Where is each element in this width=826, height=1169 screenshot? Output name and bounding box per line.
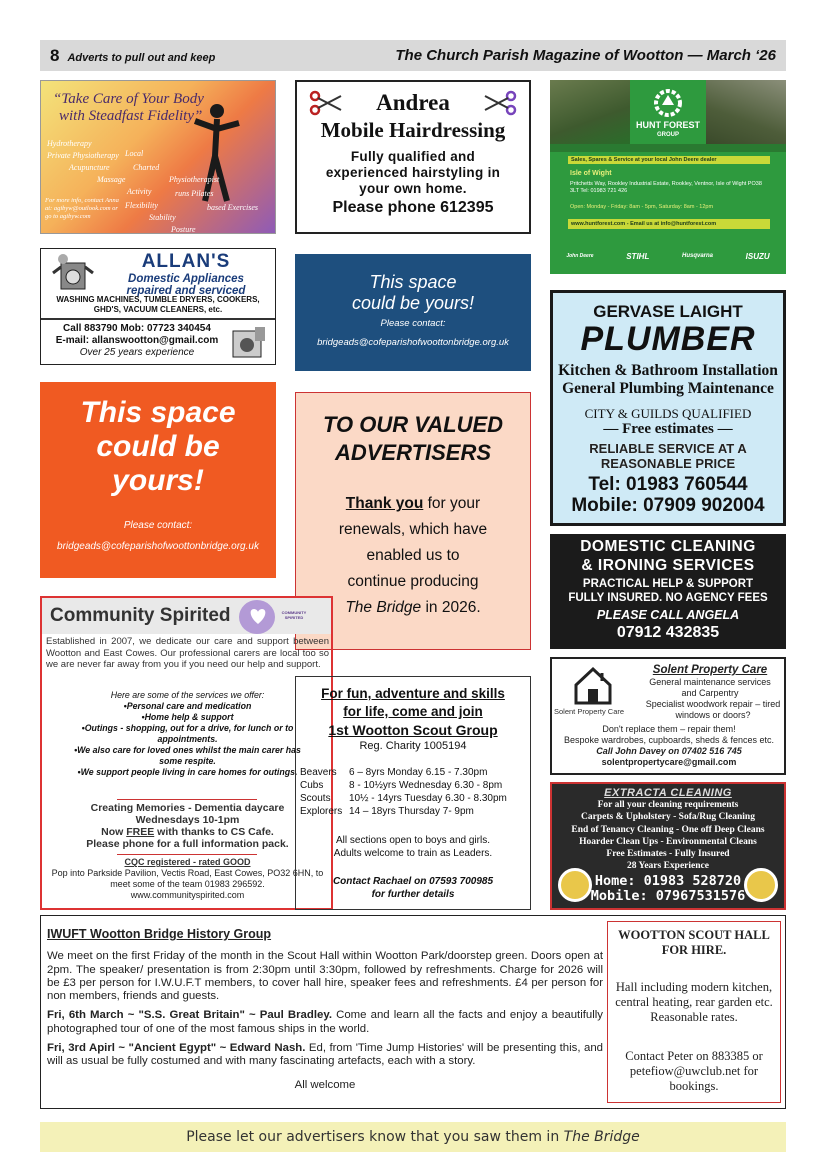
- scout-hall-ad: WOOTTON SCOUT HALL FOR HIRE. Hall including modern kitchen, central heating, rear garden etc. Reasonable rates. Contact Peter on 883385 or petefiow@uwclub.net for bookings.: [607, 921, 781, 1103]
- hunt-logos: John Deere STIHL Husqvarna ISUZU: [566, 251, 770, 261]
- washing-machine-icon: [51, 253, 95, 293]
- space-orange-email[interactable]: bridgeads@cofeparishofwoottonbridge.org.uk: [57, 541, 259, 552]
- schedule-group: Beavers: [300, 767, 337, 778]
- plumber-title: PLUMBER: [580, 320, 756, 358]
- house-tools-icon: [572, 665, 614, 705]
- solent-title: Solent Property Care: [652, 664, 768, 676]
- page-footer: Please let our advertisers know that you saw them in The Bridge: [40, 1122, 786, 1152]
- heart-hands-icon: [247, 606, 269, 626]
- schedule-group: Cubs: [300, 780, 324, 791]
- extracta-title: EXTRACTA CLEANING: [604, 787, 732, 799]
- bodycare-tagline: “Take Care of Your Body with Steadfast Fidelity”: [53, 91, 204, 124]
- community-title: Community Spirited: [50, 605, 231, 626]
- community-website[interactable]: www.communityspirited.com: [130, 890, 245, 900]
- extracta-line: Free Estimates - Fully Insured: [606, 849, 730, 860]
- plumber-name: GERVASE LAIGHT: [593, 302, 743, 321]
- iwuft-panel: IWUFT Wootton Bridge History Group We meet on the first Friday of the month in the Scout Hall within Wootton Park/doorstep green. Doors open at 2pm. The speaker/ presentation is from 2:30pm until 3:30pm, followed by refreshments. Charge for 2026 will be £3 per person for I.W.U.F.T members, to cover hall hire, speaker fees and refreshments. £4 per person for non members, friends and guests. Fri, 6th March ~ "S.S. Great Britain" ~ Paul Bradley. Come and learn all the facts and enjoy a beautifully photographed tour of one of the most famous ships in the world. Fri, 3rd Apirl ~ "Ancient Egypt" ~ Edward Nash. Ed, from 'Time Jump Histories' will be presenting this, and will as usual be fully costumed and with many fascinating artefacts, each with a story. All welcome WOOTTON SCOUT HALL FOR HIRE. Hall including modern kitchen, central heating, rear garden etc. Reasonable rates. Contact Peter on 883385 or petefiow@uwclub.net for bookings.: [40, 915, 786, 1109]
- plumber-tel: Tel: 01983 760544: [588, 474, 748, 495]
- scissors-icon: [483, 90, 517, 116]
- header-right: The Church Parish Magazine of Wootton — March ‘26: [395, 47, 776, 64]
- schedule-row: [300, 805, 530, 818]
- iwuft-title: IWUFT Wootton Bridge History Group: [47, 927, 272, 941]
- scouts-title: 1st Wootton Scout Group: [328, 722, 498, 738]
- schedule-detail: 8 - 10½yrs Wednesday 6.30 - 8pm: [349, 780, 503, 791]
- scissors-icon: [309, 90, 343, 116]
- allans-name: ALLAN'S: [141, 251, 231, 272]
- schedule-row: [300, 766, 530, 779]
- extracta-line: Carpets & Upholstery - Sofa/Rug Cleaning: [581, 812, 755, 823]
- advertisers-notice: TO OUR VALUED ADVERTISERS Thank you for your renewals, which have enabled us to continue producing The Bridge in 2026.: [295, 392, 531, 650]
- schedule-group: Explorers: [300, 806, 343, 817]
- andrea-subtitle: Mobile Hairdressing: [320, 118, 506, 142]
- space-blue-ad: This space could be yours! Please contact: bridgeads@cofeparishofwoottonbridge.org.uk: [295, 254, 531, 371]
- solent-ad: Solent Property Care Solent Property Care General maintenance services and Carpentry Specialist woodwork repair – tired windows or doors? Don't replace them – repair them! Bespoke wardrobes, cupboards, sheds & fences etc. Call John Davey on 07402 516 745 solentpropertycare@gmail.com: [550, 657, 786, 775]
- schedule-row: [300, 779, 530, 792]
- andrea-title: Andrea: [376, 90, 450, 115]
- space-blue-email[interactable]: bridgeads@cofeparishofwoottonbridge.org.uk: [317, 337, 509, 348]
- washer-icon: [231, 327, 267, 359]
- scouts-ad: For fun, adventure and skills for life, come and join 1st Wootton Scout Group Reg. Charity 1005194 Beavers 6 – 8yrs Monday 6.15 - 7.30pm Cubs 8 - 10½yrs Wednesday 6.30 - 8pm Scouts 10½ - 14yrs Tuesday 6.30 - 8.30pm Explorers 14 – 18yrs Thursday 7- 9pm All sections open to boys and girls. Adults welcome to train as Leaders. Contact Rachael on 07593 700985 for further details: [295, 676, 531, 910]
- page-number: 8: [50, 45, 60, 65]
- schedule-detail: 14 – 18yrs Thursday 7- 9pm: [349, 806, 474, 817]
- domestic-cleaning-ad: DOMESTIC CLEANING & IRONING SERVICES PRACTICAL HELP & SUPPORT FULLY INSURED. NO AGENCY FEES PLEASE CALL ANGELA 07912 432835: [550, 534, 786, 649]
- schedule-detail: 6 – 8yrs Monday 6.15 - 7.30pm: [349, 767, 488, 778]
- andrea-phone: Please phone 612395: [332, 199, 494, 216]
- extracta-ad: EXTRACTA CLEANING For all your cleaning requirements Carpets & Upholstery - Sofa/Rug Cleaning End of Tenancy Cleaning - One off Deep Cleans Hoarder Clean Ups - Environmental Cleans Free Estimates - Fully Insured 28 Years Experience Home: 01983 528720 Mobile: 07967531576: [550, 782, 786, 910]
- community-spirited-ad: Community Spirited COMMUNITY SPIRITED Established in 2007, we dedicate our care and support between Wootton and East Cowes. Our professional carers are local too so we are never far away from you if you need our help and support. Here are some of the services we offer: •Personal care and medication •Home help & support •Outings - shopping, out for a drive, for lunch or to appointments. •We also care for loved ones whilst the main carer has some respite. •We support people living in care homes for outings. Creating Memories - Dementia daycare Wednesdays 10-1pm Now FREE with thanks to CS Cafe. Please phone for a full information pack. CQC registered - rated GOOD Pop into Parkside Pavilion, Vectis Road, East Cowes, PO32 6HN, to meet some of the team 01983 296592. www.communityspirited.com: [40, 596, 333, 910]
- hunt-forest-ad: HUNT FOREST GROUP Sales, Spares & Service at your local John Deere dealer Isle of Wight Pritchetts Way, Rookley Industrial Estate, Rookley, Ventnor, Isle of Wight PO38 3LT Tel: 01983 721 426 Open: Monday - Friday: 8am - 5pm, Saturday: 8am - 12pm www.huntforest.com - Email us at info@huntforest.com John Deere STIHL Husqvarna ISUZU: [550, 80, 786, 274]
- extracta-badge: [558, 868, 592, 902]
- solent-email[interactable]: solentpropertycare@gmail.com: [601, 757, 737, 767]
- extracta-line: 28 Years Experience: [627, 861, 709, 872]
- hunt-brand: HUNT FOREST GROUP: [636, 120, 700, 138]
- schedule-row: [300, 792, 530, 805]
- schedule-detail: 10½ - 14yrs Tuesday 6.30 - 8.30pm: [349, 793, 507, 804]
- hunt-photo: [550, 144, 786, 152]
- allans-ad: ALLAN'S Domestic Appliances repaired and serviced WASHING MACHINES, TUMBLE DRYERS, COOKERS, GHD'S, VACUUM CLEANERS, etc. Call 883790 Mob: 07723 340454 E-mail: allanswootton@gmail.com Over 25 years experience: [40, 248, 276, 365]
- bodycare-contact: For more info, contact Anna at: agibyw@outlook.com or go to agibyw.com: [45, 197, 119, 220]
- extracta-badge: [744, 868, 778, 902]
- hunt-photo: [706, 80, 786, 144]
- bodycare-ad: “Take Care of Your Body with Steadfast Fidelity” Hydrotherapy Private Physiotherapy Acupuncture Massage Local Charted Physiotherapist Activity runs Pilates Flexibility based Exercises Stability Posture For more info, contact Anna at: agibyw@outlook.com or go to agibyw.com: [40, 80, 276, 234]
- header-left: Adverts to pull out and keep: [67, 51, 216, 64]
- hunt-strap: Sales, Spares & Service at your local John Deere dealer: [568, 156, 770, 164]
- andrea-ad: Andrea Mobile Hairdressing Fully qualified and experienced hairstyling in your own home. Please phone 612395: [295, 80, 531, 234]
- scouts-schedule: [300, 766, 530, 818]
- extracta-line: For all your cleaning requirements: [597, 800, 739, 810]
- space-orange-ad: This space could be yours! Please contact: bridgeads@cofeparishofwoottonbridge.org.uk: [40, 382, 276, 578]
- schedule-group: Scouts: [300, 793, 331, 804]
- plumber-mobile: Mobile: 07909 902004: [571, 495, 765, 516]
- tree-gear-icon: [649, 88, 687, 118]
- extracta-line: Hoarder Clean Ups - Environmental Cleans: [579, 836, 757, 847]
- plumber-ad: GERVASE LAIGHT PLUMBER Kitchen & Bathroom Installation General Plumbing Maintenance CITY & GUILDS QUALIFIED — Free estimates — RELIABLE SERVICE AT A REASONABLE PRICE Tel: 01983 760544 Mobile: 07909 902004: [550, 290, 786, 526]
- page-header: [40, 40, 786, 71]
- cleaning-phone: 07912 432835: [616, 624, 720, 641]
- extracta-line: End of Tenancy Cleaning - One off Deep Cleans: [571, 824, 765, 835]
- hunt-photo: [550, 80, 630, 144]
